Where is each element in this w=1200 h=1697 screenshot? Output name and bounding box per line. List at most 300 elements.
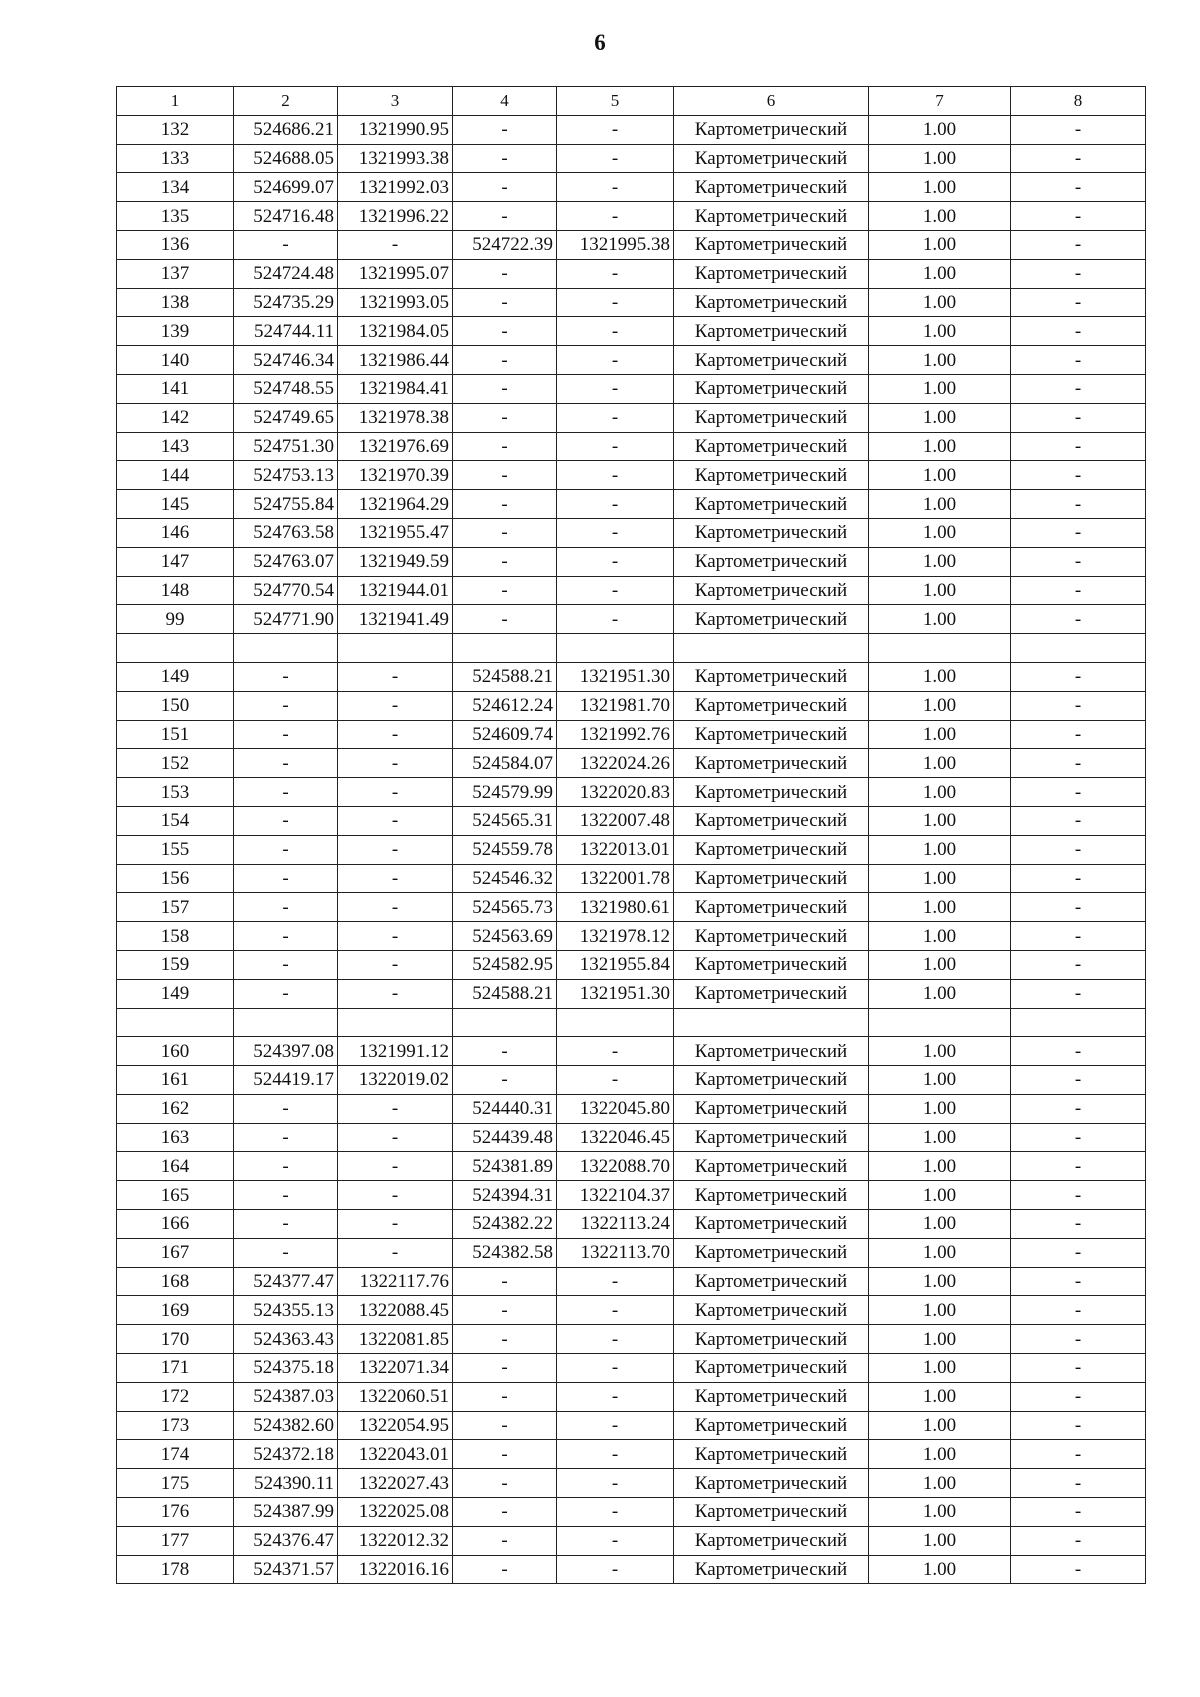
x-new-cell: 524609.74 [453, 720, 557, 749]
table-row [117, 634, 1146, 663]
accuracy-cell: 1.00 [869, 691, 1011, 720]
point-number-cell: 141 [117, 374, 234, 403]
accuracy-cell: 1.00 [869, 1094, 1011, 1123]
x-existing-cell: - [234, 806, 338, 835]
description-cell: - [1011, 1296, 1146, 1325]
point-number-cell: 152 [117, 749, 234, 778]
column-header: 4 [453, 87, 557, 116]
y-new-cell: 1322113.24 [557, 1210, 674, 1239]
description-cell: - [1011, 403, 1146, 432]
table-row [117, 576, 1146, 605]
x-new-cell: 524563.69 [453, 922, 557, 951]
x-existing-cell: 524763.07 [234, 547, 338, 576]
y-new-cell: 1321995.38 [557, 230, 674, 259]
x-new-cell: - [453, 1066, 557, 1095]
method-cell: Картометрический [674, 403, 869, 432]
table-row [117, 202, 1146, 231]
x-new-cell: 524722.39 [453, 230, 557, 259]
y-existing-cell: - [338, 1181, 453, 1210]
description-cell: - [1011, 979, 1146, 1008]
x-new-cell: 524394.31 [453, 1181, 557, 1210]
method-cell: Картометрический [674, 1296, 869, 1325]
accuracy-cell: 1.00 [869, 749, 1011, 778]
y-existing-cell: - [338, 1123, 453, 1152]
accuracy-cell: 1.00 [869, 1469, 1011, 1498]
y-new-cell: - [557, 490, 674, 519]
table-row [117, 1555, 1146, 1584]
x-new-cell: 524439.48 [453, 1123, 557, 1152]
y-new-cell: 1322088.70 [557, 1152, 674, 1181]
method-cell: Картометрический [674, 749, 869, 778]
method-cell: Картометрический [674, 864, 869, 893]
y-new-cell: - [557, 1267, 674, 1296]
x-existing-cell: - [234, 979, 338, 1008]
table-row [117, 173, 1146, 202]
method-cell: Картометрический [674, 576, 869, 605]
method-cell: Картометрический [674, 1267, 869, 1296]
description-cell: - [1011, 576, 1146, 605]
point-number-cell: 151 [117, 720, 234, 749]
accuracy-cell: 1.00 [869, 950, 1011, 979]
y-new-cell: - [557, 432, 674, 461]
y-existing-cell [338, 634, 453, 663]
description-cell: - [1011, 1123, 1146, 1152]
method-cell: Картометрический [674, 1498, 869, 1527]
y-new-cell: - [557, 461, 674, 490]
x-existing-cell: - [234, 1123, 338, 1152]
y-new-cell: 1321951.30 [557, 979, 674, 1008]
x-existing-cell: 524735.29 [234, 288, 338, 317]
accuracy-cell: 1.00 [869, 432, 1011, 461]
x-new-cell [453, 634, 557, 663]
y-existing-cell: 1321955.47 [338, 518, 453, 547]
method-cell: Картометрический [674, 1123, 869, 1152]
point-number-cell: 159 [117, 950, 234, 979]
point-number-cell: 160 [117, 1037, 234, 1066]
x-existing-cell: 524716.48 [234, 202, 338, 231]
y-new-cell: 1321955.84 [557, 950, 674, 979]
y-existing-cell: - [338, 720, 453, 749]
description-cell: - [1011, 1382, 1146, 1411]
y-new-cell: 1322007.48 [557, 806, 674, 835]
point-number-cell: 145 [117, 490, 234, 519]
y-new-cell: - [557, 1440, 674, 1469]
description-cell: - [1011, 1498, 1146, 1527]
method-cell [674, 1008, 869, 1037]
y-new-cell: 1322013.01 [557, 835, 674, 864]
description-cell: - [1011, 749, 1146, 778]
x-existing-cell: 524686.21 [234, 115, 338, 144]
method-cell: Картометрический [674, 432, 869, 461]
table-row [117, 1296, 1146, 1325]
point-number-cell: 134 [117, 173, 234, 202]
x-existing-cell: - [234, 893, 338, 922]
x-new-cell [453, 1008, 557, 1037]
x-new-cell: 524612.24 [453, 691, 557, 720]
x-existing-cell: 524355.13 [234, 1296, 338, 1325]
x-new-cell: 524565.73 [453, 893, 557, 922]
x-new-cell: - [453, 173, 557, 202]
description-cell: - [1011, 1354, 1146, 1383]
method-cell: Картометрический [674, 1469, 869, 1498]
y-existing-cell: 1322012.32 [338, 1526, 453, 1555]
y-existing-cell: - [338, 1152, 453, 1181]
x-new-cell: - [453, 115, 557, 144]
y-new-cell: 1322113.70 [557, 1238, 674, 1267]
method-cell: Картометрический [674, 461, 869, 490]
description-cell: - [1011, 1555, 1146, 1584]
point-number-cell: 154 [117, 806, 234, 835]
point-number-cell: 140 [117, 346, 234, 375]
method-cell: Картометрический [674, 1526, 869, 1555]
description-cell: - [1011, 1066, 1146, 1095]
x-existing-cell: 524372.18 [234, 1440, 338, 1469]
method-cell: Картометрический [674, 1325, 869, 1354]
table-row [117, 1238, 1146, 1267]
method-cell: Картометрический [674, 230, 869, 259]
method-cell: Картометрический [674, 374, 869, 403]
y-existing-cell: - [338, 230, 453, 259]
accuracy-cell: 1.00 [869, 230, 1011, 259]
table-row [117, 1037, 1146, 1066]
point-number-cell: 138 [117, 288, 234, 317]
y-existing-cell: 1322025.08 [338, 1498, 453, 1527]
point-number-cell: 168 [117, 1267, 234, 1296]
description-cell: - [1011, 288, 1146, 317]
y-new-cell [557, 1008, 674, 1037]
x-existing-cell: 524382.60 [234, 1411, 338, 1440]
method-cell: Картометрический [674, 1411, 869, 1440]
x-existing-cell: - [234, 950, 338, 979]
y-existing-cell: - [338, 1238, 453, 1267]
x-new-cell: - [453, 432, 557, 461]
y-new-cell: 1322046.45 [557, 1123, 674, 1152]
table-row [117, 1498, 1146, 1527]
y-existing-cell: - [338, 950, 453, 979]
point-number-cell: 170 [117, 1325, 234, 1354]
accuracy-cell: 1.00 [869, 1411, 1011, 1440]
point-number-cell: 162 [117, 1094, 234, 1123]
description-cell: - [1011, 1526, 1146, 1555]
x-new-cell: 524588.21 [453, 662, 557, 691]
accuracy-cell: 1.00 [869, 1210, 1011, 1239]
x-new-cell: 524579.99 [453, 778, 557, 807]
table-row [117, 893, 1146, 922]
y-existing-cell: - [338, 922, 453, 951]
x-new-cell: - [453, 1555, 557, 1584]
y-new-cell: - [557, 202, 674, 231]
y-existing-cell: 1321984.41 [338, 374, 453, 403]
accuracy-cell: 1.00 [869, 1498, 1011, 1527]
point-number-cell: 173 [117, 1411, 234, 1440]
x-existing-cell: 524770.54 [234, 576, 338, 605]
y-new-cell: 1321981.70 [557, 691, 674, 720]
x-existing-cell: 524749.65 [234, 403, 338, 432]
method-cell: Картометрический [674, 950, 869, 979]
point-number-cell: 147 [117, 547, 234, 576]
y-existing-cell: 1321993.38 [338, 144, 453, 173]
method-cell: Картометрический [674, 518, 869, 547]
method-cell: Картометрический [674, 144, 869, 173]
point-number-cell: 176 [117, 1498, 234, 1527]
point-number-cell: 164 [117, 1152, 234, 1181]
description-cell: - [1011, 346, 1146, 375]
method-cell: Картометрический [674, 835, 869, 864]
description-cell: - [1011, 605, 1146, 634]
point-number-cell: 143 [117, 432, 234, 461]
accuracy-cell: 1.00 [869, 1037, 1011, 1066]
method-cell: Картометрический [674, 173, 869, 202]
x-existing-cell: 524753.13 [234, 461, 338, 490]
point-number-cell: 149 [117, 979, 234, 1008]
method-cell: Картометрический [674, 662, 869, 691]
y-new-cell: 1322020.83 [557, 778, 674, 807]
y-new-cell: - [557, 547, 674, 576]
accuracy-cell: 1.00 [869, 1526, 1011, 1555]
table-row [117, 1325, 1146, 1354]
x-new-cell: - [453, 518, 557, 547]
y-new-cell: - [557, 288, 674, 317]
accuracy-cell: 1.00 [869, 605, 1011, 634]
point-number-cell: 165 [117, 1181, 234, 1210]
y-existing-cell: 1321996.22 [338, 202, 453, 231]
x-existing-cell: - [234, 720, 338, 749]
x-new-cell: - [453, 202, 557, 231]
y-existing-cell: - [338, 979, 453, 1008]
description-cell: - [1011, 1325, 1146, 1354]
accuracy-cell: 1.00 [869, 259, 1011, 288]
point-number-cell: 144 [117, 461, 234, 490]
table-row [117, 1210, 1146, 1239]
x-existing-cell: 524387.03 [234, 1382, 338, 1411]
table-row [117, 144, 1146, 173]
x-new-cell: - [453, 605, 557, 634]
accuracy-cell [869, 1008, 1011, 1037]
accuracy-cell: 1.00 [869, 806, 1011, 835]
x-existing-cell: 524363.43 [234, 1325, 338, 1354]
description-cell: - [1011, 922, 1146, 951]
x-existing-cell: - [234, 1152, 338, 1181]
point-number-cell: 174 [117, 1440, 234, 1469]
point-number-cell: 142 [117, 403, 234, 432]
point-number-cell: 169 [117, 1296, 234, 1325]
x-existing-cell: 524744.11 [234, 317, 338, 346]
description-cell: - [1011, 144, 1146, 173]
x-new-cell: 524440.31 [453, 1094, 557, 1123]
y-new-cell: - [557, 1037, 674, 1066]
x-new-cell: 524546.32 [453, 864, 557, 893]
y-existing-cell: 1322016.16 [338, 1555, 453, 1584]
method-cell: Картометрический [674, 115, 869, 144]
method-cell: Картометрический [674, 605, 869, 634]
point-number-cell: 163 [117, 1123, 234, 1152]
table-row [117, 950, 1146, 979]
x-new-cell: 524382.22 [453, 1210, 557, 1239]
x-existing-cell: - [234, 778, 338, 807]
description-cell: - [1011, 202, 1146, 231]
y-new-cell: - [557, 1498, 674, 1527]
accuracy-cell: 1.00 [869, 835, 1011, 864]
accuracy-cell: 1.00 [869, 490, 1011, 519]
point-number-cell: 99 [117, 605, 234, 634]
table-row [117, 605, 1146, 634]
y-existing-cell: 1321995.07 [338, 259, 453, 288]
table-row [117, 403, 1146, 432]
method-cell: Картометрический [674, 547, 869, 576]
description-cell: - [1011, 432, 1146, 461]
accuracy-cell: 1.00 [869, 1325, 1011, 1354]
table-row [117, 864, 1146, 893]
column-header: 5 [557, 87, 674, 116]
table-row [117, 835, 1146, 864]
x-existing-cell: - [234, 1094, 338, 1123]
y-new-cell: - [557, 173, 674, 202]
x-new-cell: - [453, 288, 557, 317]
table-body [117, 115, 1146, 1584]
accuracy-cell: 1.00 [869, 317, 1011, 346]
method-cell: Картометрический [674, 317, 869, 346]
y-existing-cell: 1321984.05 [338, 317, 453, 346]
y-existing-cell: - [338, 806, 453, 835]
accuracy-cell [869, 634, 1011, 663]
y-existing-cell: 1321970.39 [338, 461, 453, 490]
y-existing-cell [338, 1008, 453, 1037]
x-new-cell: - [453, 1325, 557, 1354]
description-cell: - [1011, 547, 1146, 576]
x-new-cell: 524565.31 [453, 806, 557, 835]
x-new-cell: 524588.21 [453, 979, 557, 1008]
x-new-cell: - [453, 144, 557, 173]
x-existing-cell: 524376.47 [234, 1526, 338, 1555]
y-existing-cell: 1321993.05 [338, 288, 453, 317]
y-existing-cell: 1321964.29 [338, 490, 453, 519]
accuracy-cell: 1.00 [869, 864, 1011, 893]
x-existing-cell: - [234, 749, 338, 778]
coordinates-table [116, 86, 1146, 1584]
x-existing-cell: - [234, 1210, 338, 1239]
description-cell: - [1011, 1210, 1146, 1239]
accuracy-cell: 1.00 [869, 518, 1011, 547]
y-existing-cell: - [338, 864, 453, 893]
accuracy-cell: 1.00 [869, 1267, 1011, 1296]
table-row [117, 346, 1146, 375]
accuracy-cell: 1.00 [869, 1066, 1011, 1095]
x-new-cell: - [453, 1382, 557, 1411]
point-number-cell: 133 [117, 144, 234, 173]
x-existing-cell: 524763.58 [234, 518, 338, 547]
point-number-cell: 139 [117, 317, 234, 346]
x-existing-cell: 524755.84 [234, 490, 338, 519]
y-new-cell: - [557, 1354, 674, 1383]
point-number-cell: 132 [117, 115, 234, 144]
method-cell: Картометрический [674, 720, 869, 749]
accuracy-cell: 1.00 [869, 115, 1011, 144]
table-row [117, 374, 1146, 403]
description-cell: - [1011, 691, 1146, 720]
method-cell: Картометрический [674, 1037, 869, 1066]
accuracy-cell: 1.00 [869, 893, 1011, 922]
y-new-cell: - [557, 1296, 674, 1325]
accuracy-cell: 1.00 [869, 374, 1011, 403]
accuracy-cell: 1.00 [869, 144, 1011, 173]
accuracy-cell: 1.00 [869, 778, 1011, 807]
method-cell: Картометрический [674, 1555, 869, 1584]
y-existing-cell: - [338, 1210, 453, 1239]
description-cell: - [1011, 893, 1146, 922]
x-existing-cell: 524397.08 [234, 1037, 338, 1066]
y-existing-cell: - [338, 662, 453, 691]
description-cell: - [1011, 461, 1146, 490]
accuracy-cell: 1.00 [869, 720, 1011, 749]
description-cell: - [1011, 1267, 1146, 1296]
y-existing-cell: - [338, 1094, 453, 1123]
y-existing-cell: 1321944.01 [338, 576, 453, 605]
x-new-cell: - [453, 1469, 557, 1498]
x-existing-cell: 524699.07 [234, 173, 338, 202]
table-row [117, 1094, 1146, 1123]
y-new-cell: - [557, 403, 674, 432]
x-new-cell: 524381.89 [453, 1152, 557, 1181]
method-cell: Картометрический [674, 288, 869, 317]
x-new-cell: - [453, 461, 557, 490]
x-existing-cell: 524751.30 [234, 432, 338, 461]
description-cell: - [1011, 1440, 1146, 1469]
column-header: 3 [338, 87, 453, 116]
x-new-cell: - [453, 1354, 557, 1383]
y-existing-cell: 1321992.03 [338, 173, 453, 202]
page-number: 6 [594, 30, 606, 55]
y-new-cell: - [557, 1469, 674, 1498]
table-row [117, 1411, 1146, 1440]
y-new-cell: 1321978.12 [557, 922, 674, 951]
method-cell: Картометрический [674, 1440, 869, 1469]
y-existing-cell: 1322043.01 [338, 1440, 453, 1469]
description-cell: - [1011, 173, 1146, 202]
description-cell: - [1011, 490, 1146, 519]
description-cell: - [1011, 230, 1146, 259]
x-existing-cell: 524746.34 [234, 346, 338, 375]
table-row [117, 691, 1146, 720]
y-existing-cell: - [338, 835, 453, 864]
y-new-cell: - [557, 1382, 674, 1411]
x-new-cell: - [453, 547, 557, 576]
table-row [117, 1382, 1146, 1411]
accuracy-cell: 1.00 [869, 173, 1011, 202]
column-header: 6 [674, 87, 869, 116]
accuracy-cell: 1.00 [869, 922, 1011, 951]
y-existing-cell: 1322117.76 [338, 1267, 453, 1296]
x-existing-cell: - [234, 922, 338, 951]
point-number-cell: 150 [117, 691, 234, 720]
method-cell: Картометрический [674, 1210, 869, 1239]
method-cell: Картометрический [674, 806, 869, 835]
column-header: 1 [117, 87, 234, 116]
y-existing-cell: 1322071.34 [338, 1354, 453, 1383]
accuracy-cell: 1.00 [869, 979, 1011, 1008]
y-new-cell: - [557, 1526, 674, 1555]
accuracy-cell: 1.00 [869, 547, 1011, 576]
x-new-cell: - [453, 317, 557, 346]
y-existing-cell: 1321949.59 [338, 547, 453, 576]
x-new-cell: - [453, 374, 557, 403]
accuracy-cell: 1.00 [869, 576, 1011, 605]
column-header: 2 [234, 87, 338, 116]
y-new-cell: - [557, 1325, 674, 1354]
y-new-cell [557, 634, 674, 663]
description-cell: - [1011, 1411, 1146, 1440]
accuracy-cell: 1.00 [869, 288, 1011, 317]
x-new-cell: - [453, 1411, 557, 1440]
